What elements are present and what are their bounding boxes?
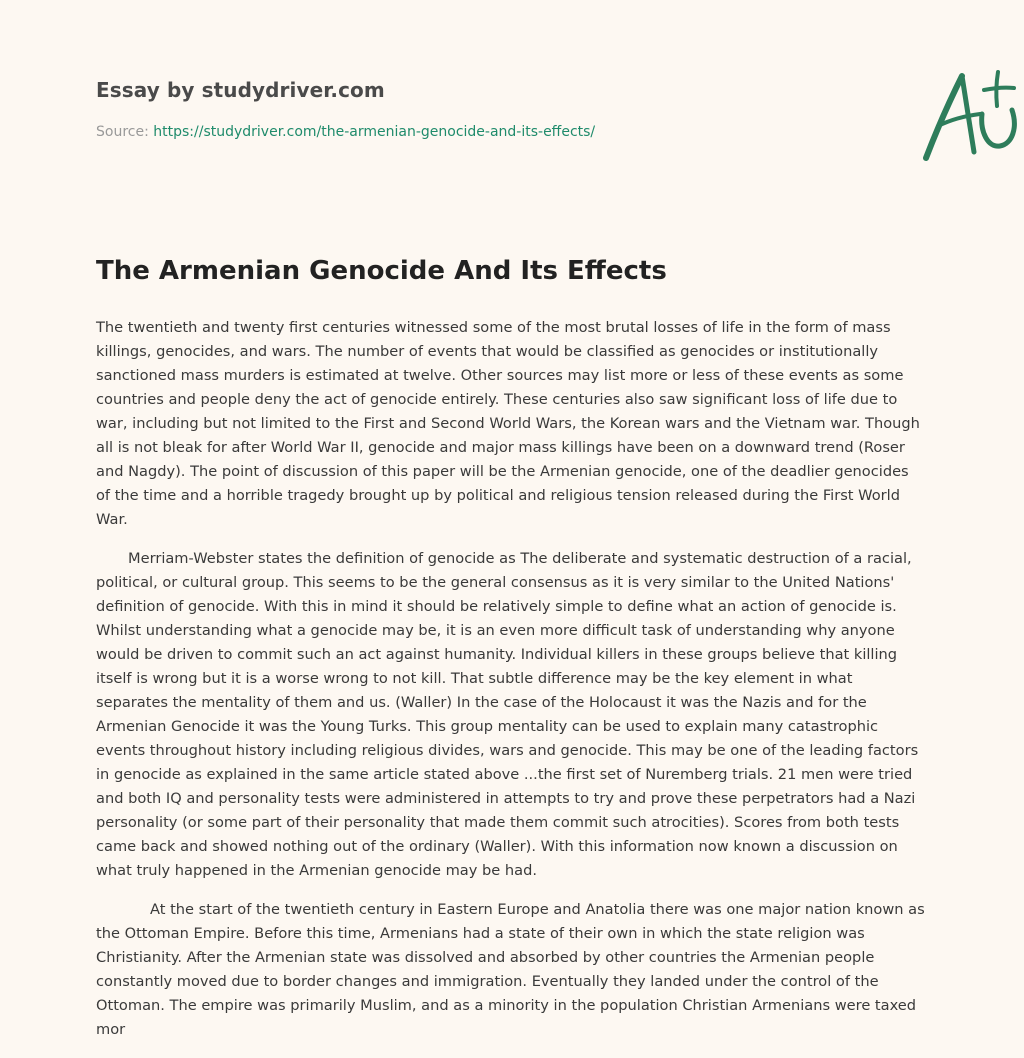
source-link[interactable]: https://studydriver.com/the-armenian-genocide-and-its-effects/ xyxy=(153,124,596,140)
paragraph-1: The twentieth and twenty first centuries witnessed some of the most brutal losses of life in the form of mass killings, genocides, and wars. The number of events that would be classified as genocides or institutionally sanctioned mass murders is estimated at twelve. Other sources may list more or less of these events as some countries and people deny the act of genocide entirely. These centuries also saw significant loss of life due to war, including but not limited to the First and Second World Wars, the Korean wars and the Vietnam war. Though all is not bleak for after World War II, genocide and major mass killings have been on a downward trend (Roser and Nagdy). The point of discussion of this paper will be the Armenian genocide, one of the deadlier genocides of the time and a horrible tragedy brought up by political and religious tension released during the First World War. xyxy=(96,319,920,528)
source-label: Source: xyxy=(96,124,154,140)
paragraph-3: At the start of the twentieth century in Eastern Europe and Anatolia there was one major nation known as the Ottoman Empire. Before this time, Armenians had a state of their own in which the state religion was Christianity. After the Armenian state was dissolved and absorbed by other countries the Armenian people constantly moved due to border changes and immigration. Eventually they landed under the control of the Ottoman. The empire was primarily Muslim, and as a minority in the population Christian Armenians were taxed mor xyxy=(96,901,925,1038)
essay-title: The Armenian Genocide And Its Effects xyxy=(96,256,667,286)
a-plus-logo-icon xyxy=(916,62,1024,170)
source-line xyxy=(96,124,595,140)
paragraph-2: Merriam-Webster states the definition of genocide as The deliberate and systematic destruction of a racial, political, or cultural group. This seems to be the general consensus as it is very similar to the United Nations' definition of genocide. With this in mind it should be relatively simple to define what an action of genocide is. Whilst understanding what a genocide may be, it is an even more difficult task of understanding why anyone would be driven to commit such an act against humanity. Individual killers in these groups believe that killing itself is wrong but it is a worse wrong to not kill. That subtle difference may be the key element in what separates the mentality of them and us. (Waller) In the case of the Holocaust it was the Nazis and for the Armenian Genocide it was the Young Turks. This group mentality can be used to explain many catastrophic events throughout history including religious divides, wars and genocide. This may be one of the leading factors in genocide as explained in the same article stated above ...the first set of Nuremberg trials. 21 men were tried and both IQ and personality tests were administered in attempts to try and prove these perpetrators had a Nazi personality (or some part of their personality that made them commit such atrocities). Scores from both tests came back and showed nothing out of the ordinary (Waller). With this information now known a discussion on what truly happened in the Armenian genocide may be had. xyxy=(96,550,919,879)
essay-body xyxy=(96,316,926,1057)
site-brand: Essay by studydriver.com xyxy=(96,78,385,102)
